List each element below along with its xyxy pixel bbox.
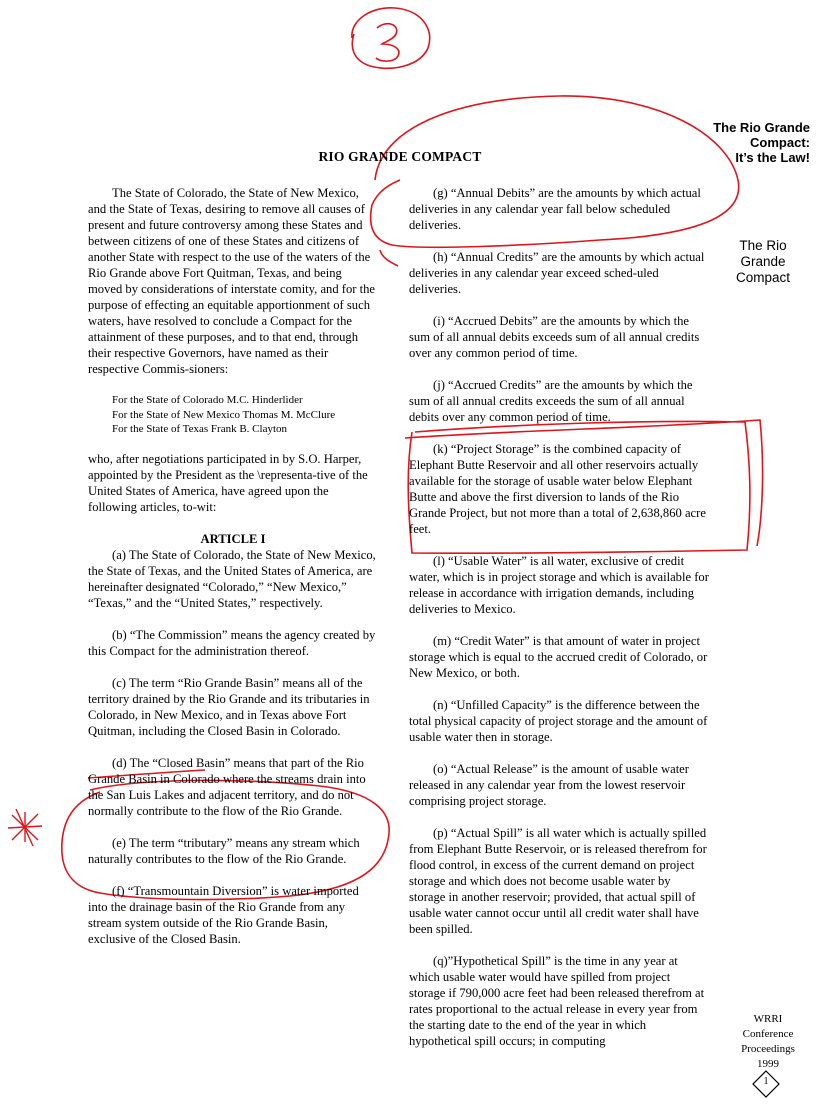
- annotation-asterisk: [8, 809, 42, 846]
- footer-line: WRRI: [753, 1013, 783, 1025]
- article-heading: ARTICLE I: [200, 531, 266, 546]
- article-paragraph-c: (c) The term “Rio Grande Basin” means all of the territory drained by the Rio Grande and its tributaries in Colorado, in New Mexico, and in Texas above Fort Quitman, including the Closed Basin in Colorado.: [88, 675, 370, 738]
- commissioner-row: For the State of New Mexico Thomas M. McClure: [112, 408, 336, 421]
- footer-line: Conference: [742, 1028, 794, 1040]
- article-paragraph-l: (l) “Usable Water” is all water, exclusive of credit water, which is in project storage and which is available for release in accordance with irrigation demands, including deliveries to Mexico.: [409, 554, 709, 616]
- article-paragraph-i: (i) “Accrued Debits” are the amounts by which the sum of all annual debits exceeds sum of all annual credits over any common period of time.: [409, 314, 700, 360]
- article-paragraph-p: (p) “Actual Spill” is all water which is actually spilled from Elephant Butte Reservoir, or is released therefrom for flood control, in excess of the current demand on project storage and which does not become usable water by storage in another reservoir; provided, that actual spill of usable water cannot occur until all credit water shall have been spilled.: [409, 826, 707, 936]
- header-banner: [690, 120, 810, 165]
- article-paragraph-q: (q)”Hypothetical Spill” is the time in any year at which usable water would have spilled from project storage if 790,000 acre feet had been released therefrom at rates proportional to the actual release in every year from the starting date to the end of the year in which hypothetical spill occurs; in computing: [409, 954, 705, 1048]
- commissioner-row: For the State of Colorado M.C. Hinderlider: [112, 394, 303, 406]
- side-title: [720, 238, 806, 286]
- article-paragraph-m: (m) “Credit Water” is that amount of water in project storage which is equal to the accrued credit of Colorado, or New Mexico, or both.: [409, 634, 708, 680]
- article-paragraph-b: (b) “The Commission” means the agency created by this Compact for the administration thereof.: [88, 627, 376, 658]
- commissioner-list: [88, 393, 378, 437]
- article-paragraph-n: (n) “Unfilled Capacity” is the difference between the total physical capacity of project storage and the amount of usable water then in storage.: [409, 698, 708, 744]
- left-column: [88, 185, 378, 963]
- footer-proceedings: [732, 1012, 804, 1072]
- side-title-line: Compact: [735, 270, 791, 285]
- article-paragraph-j: (j) “Accrued Credits” are the amounts by which the sum of all annual credits exceeds the sum of all annual debits over any common period of time.: [409, 378, 693, 424]
- page-number: 1: [763, 1076, 769, 1087]
- article-paragraph-a: (a) The State of Colorado, the State of New Mexico, the State of Texas, and the United States of America, are hereinafter designated “Colorado,” “New Mexico,” “Texas,” and the “United States,” respectively.: [88, 547, 376, 610]
- negotiation-paragraph: who, after negotiations participated in by S.O. Harper, appointed by the President as the \representa-tive of the United States of America, have agreed upon the following articles, to-wit:: [88, 451, 368, 514]
- article-paragraph-g: (g) “Annual Debits” are the amounts by which actual deliveries in any calendar year fall below scheduled deliveries.: [409, 186, 701, 232]
- footer-line: 1999: [757, 1058, 779, 1070]
- article-paragraph-d: (d) The “Closed Basin” means that part of the Rio Grande Basin in Colorado where the streams drain into the San Luis Lakes and adjacent territory, and do not normally contribute to the flow of the Rio Grande.: [88, 755, 366, 818]
- side-title-line: Grande: [740, 254, 786, 269]
- banner-line: It’s the Law!: [735, 150, 810, 165]
- page-number-diamond: [752, 1070, 780, 1098]
- article-paragraph-f: (f) “Transmountain Diversion” is water imported into the drainage basin of the Rio Grande from any stream system outside of the Rio Grande Basin, exclusive of the Closed Basin.: [88, 883, 359, 946]
- banner-line: The Rio Grande: [713, 120, 810, 135]
- banner-line: Compact:: [750, 135, 810, 150]
- footer-line: Proceedings: [741, 1043, 795, 1055]
- preamble-paragraph: The State of Colorado, the State of New Mexico, and the State of Texas, desiring to remove all causes of present and future controversy among these States and between citizens of one of these States and citizens of another State with respect to the use of the waters of the Rio Grande above Fort Quitman, Texas, and being moved by considerations of interstate comity, and for the purpose of effecting an equitable apportionment of such waters, have resolved to conclude a Compact for the attainment of these purposes, and to that end, through their respective Governors, have named as their respective Commis-sioners:: [88, 186, 376, 376]
- right-column: [409, 185, 709, 1065]
- page-title: RIO GRANDE COMPACT: [318, 149, 482, 164]
- handwritten-circle-three: [352, 8, 430, 68]
- side-title-line: The Rio: [739, 238, 787, 253]
- article-paragraph-k: (k) “Project Storage” is the combined capacity of Elephant Butte Reservoir and all other reservoirs actually available for the storage of usable water below Elephant Butte and above the first diversion to lands of the Rio Grande Project, but not more than a total of 2,638,860 acre feet.: [409, 442, 706, 536]
- article-paragraph-o: (o) “Actual Release” is the amount of usable water released in any calendar year from the lowest reservoir comprising project storage.: [409, 762, 689, 808]
- commissioner-row: For the State of Texas Frank B. Clayton: [112, 423, 288, 435]
- article-paragraph-h: (h) “Annual Credits” are the amounts by which actual deliveries in any calendar year exceed sched-uled deliveries.: [409, 250, 705, 296]
- article-paragraph-e: (e) The term “tributary” means any stream which naturally contributes to the flow of the Rio Grande.: [88, 835, 360, 866]
